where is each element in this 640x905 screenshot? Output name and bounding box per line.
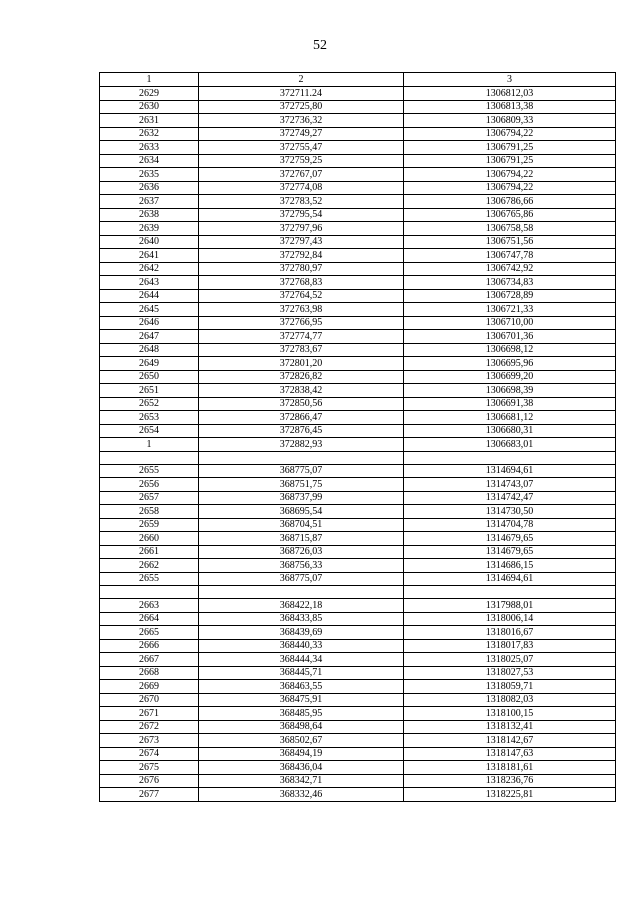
x-coordinate-cell: 372725,80 xyxy=(199,100,404,114)
x-coordinate-cell: 372780,97 xyxy=(199,262,404,276)
y-coordinate-cell: 1306698,39 xyxy=(404,384,616,398)
y-coordinate-cell: 1306812,03 xyxy=(404,87,616,101)
table-row xyxy=(100,505,616,519)
y-coordinate-cell: 1306809,33 xyxy=(404,114,616,128)
point-number-cell: 2656 xyxy=(100,478,199,492)
point-number-cell: 2653 xyxy=(100,411,199,425)
point-number-cell: 2670 xyxy=(100,693,199,707)
point-number-cell: 2655 xyxy=(100,572,199,586)
x-coordinate-cell: 368715,87 xyxy=(199,532,404,546)
y-coordinate-cell: 1306794,22 xyxy=(404,127,616,141)
point-number-cell: 2658 xyxy=(100,505,199,519)
table-row xyxy=(100,761,616,775)
y-coordinate-cell: 1317988,01 xyxy=(404,599,616,613)
point-number-cell: 2638 xyxy=(100,208,199,222)
point-number-cell: 2650 xyxy=(100,370,199,384)
x-coordinate-cell: 368775,07 xyxy=(199,572,404,586)
x-coordinate-cell: 368704,51 xyxy=(199,518,404,532)
y-coordinate-cell: 1306680,31 xyxy=(404,424,616,438)
x-coordinate-cell: 372768,83 xyxy=(199,276,404,290)
table-row xyxy=(100,276,616,290)
y-coordinate-cell: 1314742,47 xyxy=(404,491,616,505)
x-coordinate-cell: 368444,34 xyxy=(199,653,404,667)
y-coordinate-cell: 1318027,53 xyxy=(404,666,616,680)
table-row xyxy=(100,397,616,411)
x-coordinate-cell: 368422,18 xyxy=(199,599,404,613)
point-number-cell: 2665 xyxy=(100,626,199,640)
x-coordinate-cell: 372797,96 xyxy=(199,222,404,236)
x-coordinate-cell xyxy=(199,586,404,599)
column-header: 3 xyxy=(404,73,616,87)
x-coordinate-cell: 372882,93 xyxy=(199,438,404,452)
y-coordinate-cell: 1306791,25 xyxy=(404,154,616,168)
table-row xyxy=(100,343,616,357)
point-number-cell: 2676 xyxy=(100,774,199,788)
y-coordinate-cell: 1306699,20 xyxy=(404,370,616,384)
x-coordinate-cell: 368494,19 xyxy=(199,747,404,761)
x-coordinate-cell: 372801,20 xyxy=(199,357,404,371)
point-number-cell xyxy=(100,451,199,464)
y-coordinate-cell: 1306794,22 xyxy=(404,168,616,182)
point-number-cell: 2667 xyxy=(100,653,199,667)
y-coordinate-cell: 1318082,03 xyxy=(404,693,616,707)
y-coordinate-cell: 1306791,25 xyxy=(404,141,616,155)
y-coordinate-cell: 1306734,83 xyxy=(404,276,616,290)
table-row xyxy=(100,491,616,505)
table-row xyxy=(100,693,616,707)
x-coordinate-cell: 368498,64 xyxy=(199,720,404,734)
x-coordinate-cell: 368445,71 xyxy=(199,666,404,680)
x-coordinate-cell: 372764,52 xyxy=(199,289,404,303)
y-coordinate-cell: 1306683,01 xyxy=(404,438,616,452)
point-number-cell: 2633 xyxy=(100,141,199,155)
x-coordinate-cell: 372711.24 xyxy=(199,87,404,101)
point-number-cell: 2675 xyxy=(100,761,199,775)
table-row xyxy=(100,181,616,195)
table-row xyxy=(100,262,616,276)
y-coordinate-cell: 1306765,86 xyxy=(404,208,616,222)
column-header: 1 xyxy=(100,73,199,87)
y-coordinate-cell: 1314694,61 xyxy=(404,572,616,586)
table-row xyxy=(100,626,616,640)
x-coordinate-cell: 368756,33 xyxy=(199,559,404,573)
table-row xyxy=(100,451,616,464)
table-row xyxy=(100,330,616,344)
y-coordinate-cell: 1306794,22 xyxy=(404,181,616,195)
y-coordinate-cell: 1318025,07 xyxy=(404,653,616,667)
table-row xyxy=(100,357,616,371)
point-number-cell: 2663 xyxy=(100,599,199,613)
table-row xyxy=(100,707,616,721)
table-row xyxy=(100,208,616,222)
table-row xyxy=(100,411,616,425)
point-number-cell: 2642 xyxy=(100,262,199,276)
point-number-cell: 2629 xyxy=(100,87,199,101)
coordinates-table xyxy=(99,72,616,802)
x-coordinate-cell: 368737,99 xyxy=(199,491,404,505)
x-coordinate-cell: 368775,07 xyxy=(199,464,404,478)
point-number-cell: 2669 xyxy=(100,680,199,694)
x-coordinate-cell: 372792,84 xyxy=(199,249,404,263)
point-number-cell: 2660 xyxy=(100,532,199,546)
y-coordinate-cell: 1318225,81 xyxy=(404,788,616,802)
table-row xyxy=(100,720,616,734)
table-row xyxy=(100,195,616,209)
x-coordinate-cell: 372736,32 xyxy=(199,114,404,128)
point-number-cell: 2651 xyxy=(100,384,199,398)
point-number-cell: 2671 xyxy=(100,707,199,721)
point-number-cell: 2657 xyxy=(100,491,199,505)
table-row xyxy=(100,235,616,249)
x-coordinate-cell: 372755,47 xyxy=(199,141,404,155)
table-row xyxy=(100,532,616,546)
point-number-cell: 2668 xyxy=(100,666,199,680)
table-row xyxy=(100,747,616,761)
y-coordinate-cell: 1318100,15 xyxy=(404,707,616,721)
x-coordinate-cell: 368439,69 xyxy=(199,626,404,640)
table-row xyxy=(100,612,616,626)
point-number-cell: 2645 xyxy=(100,303,199,317)
table-header-row xyxy=(100,73,616,87)
y-coordinate-cell: 1306747,78 xyxy=(404,249,616,263)
x-coordinate-cell: 372826,82 xyxy=(199,370,404,384)
y-coordinate-cell: 1306721,33 xyxy=(404,303,616,317)
x-coordinate-cell: 368751,75 xyxy=(199,478,404,492)
point-number-cell: 2674 xyxy=(100,747,199,761)
point-number-cell: 2637 xyxy=(100,195,199,209)
y-coordinate-cell: 1314686,15 xyxy=(404,559,616,573)
table-row xyxy=(100,424,616,438)
y-coordinate-cell: 1318142,67 xyxy=(404,734,616,748)
y-coordinate-cell: 1318016,67 xyxy=(404,626,616,640)
table-row xyxy=(100,438,616,452)
x-coordinate-cell: 372866,47 xyxy=(199,411,404,425)
y-coordinate-cell: 1314704,78 xyxy=(404,518,616,532)
y-coordinate-cell: 1314730,50 xyxy=(404,505,616,519)
x-coordinate-cell: 372850,56 xyxy=(199,397,404,411)
point-number-cell: 2646 xyxy=(100,316,199,330)
point-number-cell: 2672 xyxy=(100,720,199,734)
y-coordinate-cell: 1318059,71 xyxy=(404,680,616,694)
point-number-cell: 2644 xyxy=(100,289,199,303)
y-coordinate-cell: 1306695,96 xyxy=(404,357,616,371)
table-row xyxy=(100,666,616,680)
y-coordinate-cell: 1306742,92 xyxy=(404,262,616,276)
point-number-cell: 2652 xyxy=(100,397,199,411)
x-coordinate-cell: 372783,67 xyxy=(199,343,404,357)
x-coordinate-cell: 368342,71 xyxy=(199,774,404,788)
x-coordinate-cell: 368726,03 xyxy=(199,545,404,559)
table-row xyxy=(100,154,616,168)
y-coordinate-cell: 1318132,41 xyxy=(404,720,616,734)
point-number-cell: 2661 xyxy=(100,545,199,559)
y-coordinate-cell: 1318181,61 xyxy=(404,761,616,775)
y-coordinate-cell: 1314743,07 xyxy=(404,478,616,492)
x-coordinate-cell: 368475,91 xyxy=(199,693,404,707)
point-number-cell: 2636 xyxy=(100,181,199,195)
y-coordinate-cell xyxy=(404,451,616,464)
point-number-cell xyxy=(100,586,199,599)
x-coordinate-cell: 368332,46 xyxy=(199,788,404,802)
point-number-cell: 2641 xyxy=(100,249,199,263)
table-body xyxy=(100,87,616,802)
x-coordinate-cell: 372774,08 xyxy=(199,181,404,195)
page-number: 52 xyxy=(313,38,327,53)
x-coordinate-cell: 368436,04 xyxy=(199,761,404,775)
point-number-cell: 2662 xyxy=(100,559,199,573)
point-number-cell: 2666 xyxy=(100,639,199,653)
y-coordinate-cell: 1306691,38 xyxy=(404,397,616,411)
point-number-cell: 2640 xyxy=(100,235,199,249)
point-number-cell: 2654 xyxy=(100,424,199,438)
y-coordinate-cell: 1314679,65 xyxy=(404,545,616,559)
table-row xyxy=(100,316,616,330)
x-coordinate-cell xyxy=(199,451,404,464)
table-row xyxy=(100,127,616,141)
table-row xyxy=(100,249,616,263)
point-number-cell: 1 xyxy=(100,438,199,452)
point-number-cell: 2647 xyxy=(100,330,199,344)
table-row xyxy=(100,303,616,317)
point-number-cell: 2632 xyxy=(100,127,199,141)
y-coordinate-cell: 1306758,58 xyxy=(404,222,616,236)
table-row xyxy=(100,545,616,559)
point-number-cell: 2664 xyxy=(100,612,199,626)
point-number-cell: 2673 xyxy=(100,734,199,748)
table-row xyxy=(100,370,616,384)
point-number-cell: 2630 xyxy=(100,100,199,114)
y-coordinate-cell: 1306698,12 xyxy=(404,343,616,357)
table-row xyxy=(100,559,616,573)
table-row xyxy=(100,87,616,101)
point-number-cell: 2677 xyxy=(100,788,199,802)
x-coordinate-cell: 372766,95 xyxy=(199,316,404,330)
table-row xyxy=(100,289,616,303)
y-coordinate-cell: 1318006,14 xyxy=(404,612,616,626)
column-header: 2 xyxy=(199,73,404,87)
table-row xyxy=(100,518,616,532)
table-row xyxy=(100,680,616,694)
point-number-cell: 2649 xyxy=(100,357,199,371)
point-number-cell: 2635 xyxy=(100,168,199,182)
table-row xyxy=(100,168,616,182)
x-coordinate-cell: 368695,54 xyxy=(199,505,404,519)
y-coordinate-cell: 1318017,83 xyxy=(404,639,616,653)
x-coordinate-cell: 368433,85 xyxy=(199,612,404,626)
table-row xyxy=(100,653,616,667)
y-coordinate-cell xyxy=(404,586,616,599)
y-coordinate-cell: 1306701,36 xyxy=(404,330,616,344)
point-number-cell: 2643 xyxy=(100,276,199,290)
x-coordinate-cell: 372797,43 xyxy=(199,235,404,249)
x-coordinate-cell: 372774,77 xyxy=(199,330,404,344)
point-number-cell: 2655 xyxy=(100,464,199,478)
point-number-cell: 2639 xyxy=(100,222,199,236)
x-coordinate-cell: 372838,42 xyxy=(199,384,404,398)
table-row xyxy=(100,100,616,114)
point-number-cell: 2659 xyxy=(100,518,199,532)
x-coordinate-cell: 372763,98 xyxy=(199,303,404,317)
point-number-cell: 2631 xyxy=(100,114,199,128)
x-coordinate-cell: 372749,27 xyxy=(199,127,404,141)
table-row xyxy=(100,478,616,492)
y-coordinate-cell: 1306786,66 xyxy=(404,195,616,209)
point-number-cell: 2648 xyxy=(100,343,199,357)
x-coordinate-cell: 368485,95 xyxy=(199,707,404,721)
y-coordinate-cell: 1306751,56 xyxy=(404,235,616,249)
table-row xyxy=(100,586,616,599)
table-row xyxy=(100,572,616,586)
x-coordinate-cell: 368502,67 xyxy=(199,734,404,748)
table-row xyxy=(100,464,616,478)
x-coordinate-cell: 372795,54 xyxy=(199,208,404,222)
table-row xyxy=(100,114,616,128)
table-row xyxy=(100,222,616,236)
x-coordinate-cell: 368440,33 xyxy=(199,639,404,653)
table-row xyxy=(100,774,616,788)
table-row xyxy=(100,639,616,653)
y-coordinate-cell: 1306813,38 xyxy=(404,100,616,114)
x-coordinate-cell: 372767,07 xyxy=(199,168,404,182)
y-coordinate-cell: 1318236,76 xyxy=(404,774,616,788)
table-row xyxy=(100,599,616,613)
y-coordinate-cell: 1306681,12 xyxy=(404,411,616,425)
table-row xyxy=(100,141,616,155)
table-row xyxy=(100,788,616,802)
table-row xyxy=(100,384,616,398)
x-coordinate-cell: 372783,52 xyxy=(199,195,404,209)
y-coordinate-cell: 1314694,61 xyxy=(404,464,616,478)
point-number-cell: 2634 xyxy=(100,154,199,168)
y-coordinate-cell: 1314679,65 xyxy=(404,532,616,546)
y-coordinate-cell: 1306710,00 xyxy=(404,316,616,330)
x-coordinate-cell: 368463,55 xyxy=(199,680,404,694)
x-coordinate-cell: 372876,45 xyxy=(199,424,404,438)
y-coordinate-cell: 1306728,89 xyxy=(404,289,616,303)
table-row xyxy=(100,734,616,748)
y-coordinate-cell: 1318147,63 xyxy=(404,747,616,761)
x-coordinate-cell: 372759,25 xyxy=(199,154,404,168)
